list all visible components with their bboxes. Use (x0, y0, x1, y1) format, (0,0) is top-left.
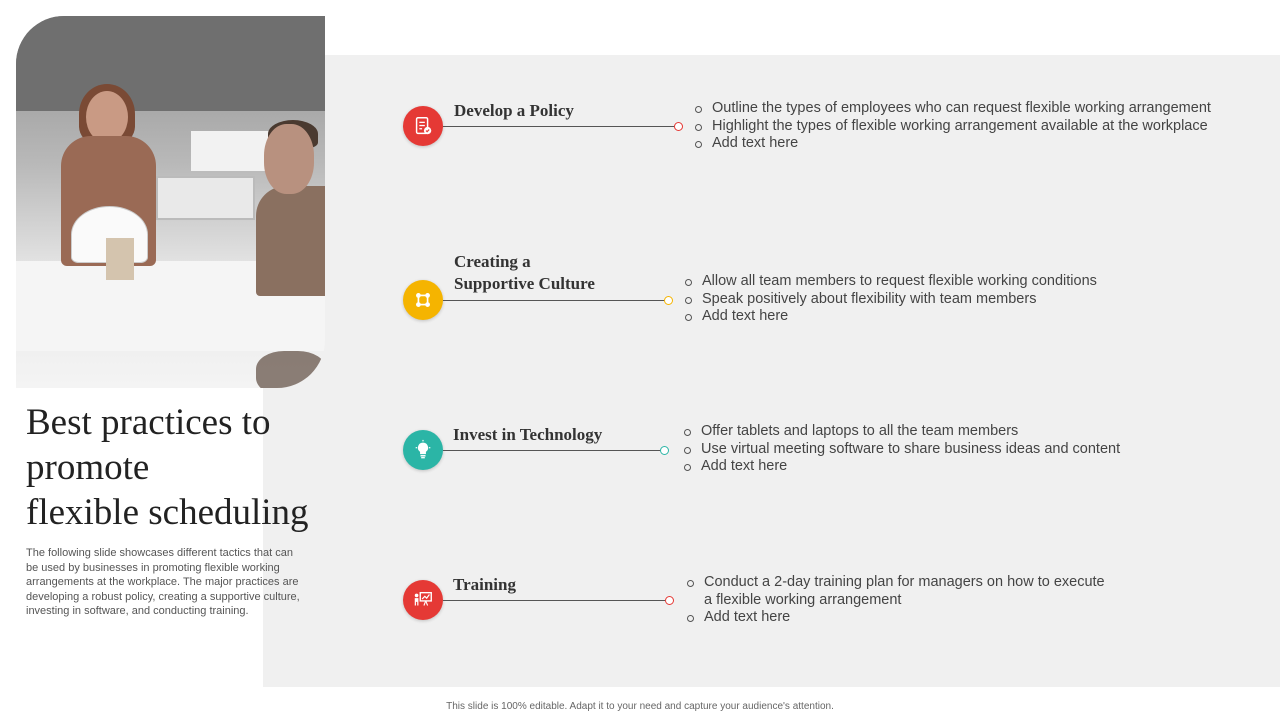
list-item: Highlight the types of flexible working arrangement available at the workplace (694, 118, 1234, 136)
list-item: Speak positively about flexibility with team members (684, 291, 1224, 309)
title-line: flexible scheduling (26, 492, 309, 533)
lightbulb-icon (403, 430, 443, 470)
list-item: Add text here (686, 609, 1116, 627)
item-title: Creating a Supportive Culture (454, 252, 595, 293)
item-title: Develop a Policy (454, 101, 574, 120)
item-title: Invest in Technology (453, 425, 603, 444)
office-meeting-photo (16, 16, 325, 388)
bullet-list (683, 423, 1223, 476)
item-title: Training (453, 575, 516, 594)
connector-line (443, 126, 675, 127)
list-item: Add text here (694, 135, 1234, 153)
list-item: Add text here (684, 308, 1224, 326)
connector-dot (674, 122, 683, 131)
list-item: Offer tablets and laptops to all the team members (683, 423, 1223, 441)
title-line: promote (26, 447, 150, 488)
list-item: Use virtual meeting software to share business ideas and content (683, 441, 1223, 459)
list-item: Allow all team members to request flexible working conditions (684, 273, 1224, 291)
title-line: Best practices to (26, 402, 271, 443)
slide-title (26, 400, 326, 535)
bullet-list (684, 273, 1224, 326)
connector-line (443, 300, 665, 301)
list-item: Add text here (683, 458, 1223, 476)
connector-dot (664, 296, 673, 305)
connector-dot (665, 596, 674, 605)
connector-line (443, 600, 665, 601)
bullet-list (694, 100, 1234, 153)
footer-note: This slide is 100% editable. Adapt it to your need and capture your audience's attention. (446, 701, 834, 712)
team-network-icon (403, 280, 443, 320)
slide-description: The following slide showcases different tactics that can be used by businesses in promoting flexible working arrangements at the workplace. The major practices are developing a robust policy, creating a supportive culture, investing in software, and conducting training. (26, 547, 300, 617)
list-item: Conduct a 2-day training plan for managers on how to execute a flexible working arrangement (686, 574, 1116, 609)
list-item: Outline the types of employees who can request flexible working arrangement (694, 100, 1234, 118)
bullet-list (686, 574, 1116, 627)
policy-checklist-icon (403, 106, 443, 146)
connector-line (443, 450, 661, 451)
connector-dot (660, 446, 669, 455)
presentation-board-icon (403, 580, 443, 620)
